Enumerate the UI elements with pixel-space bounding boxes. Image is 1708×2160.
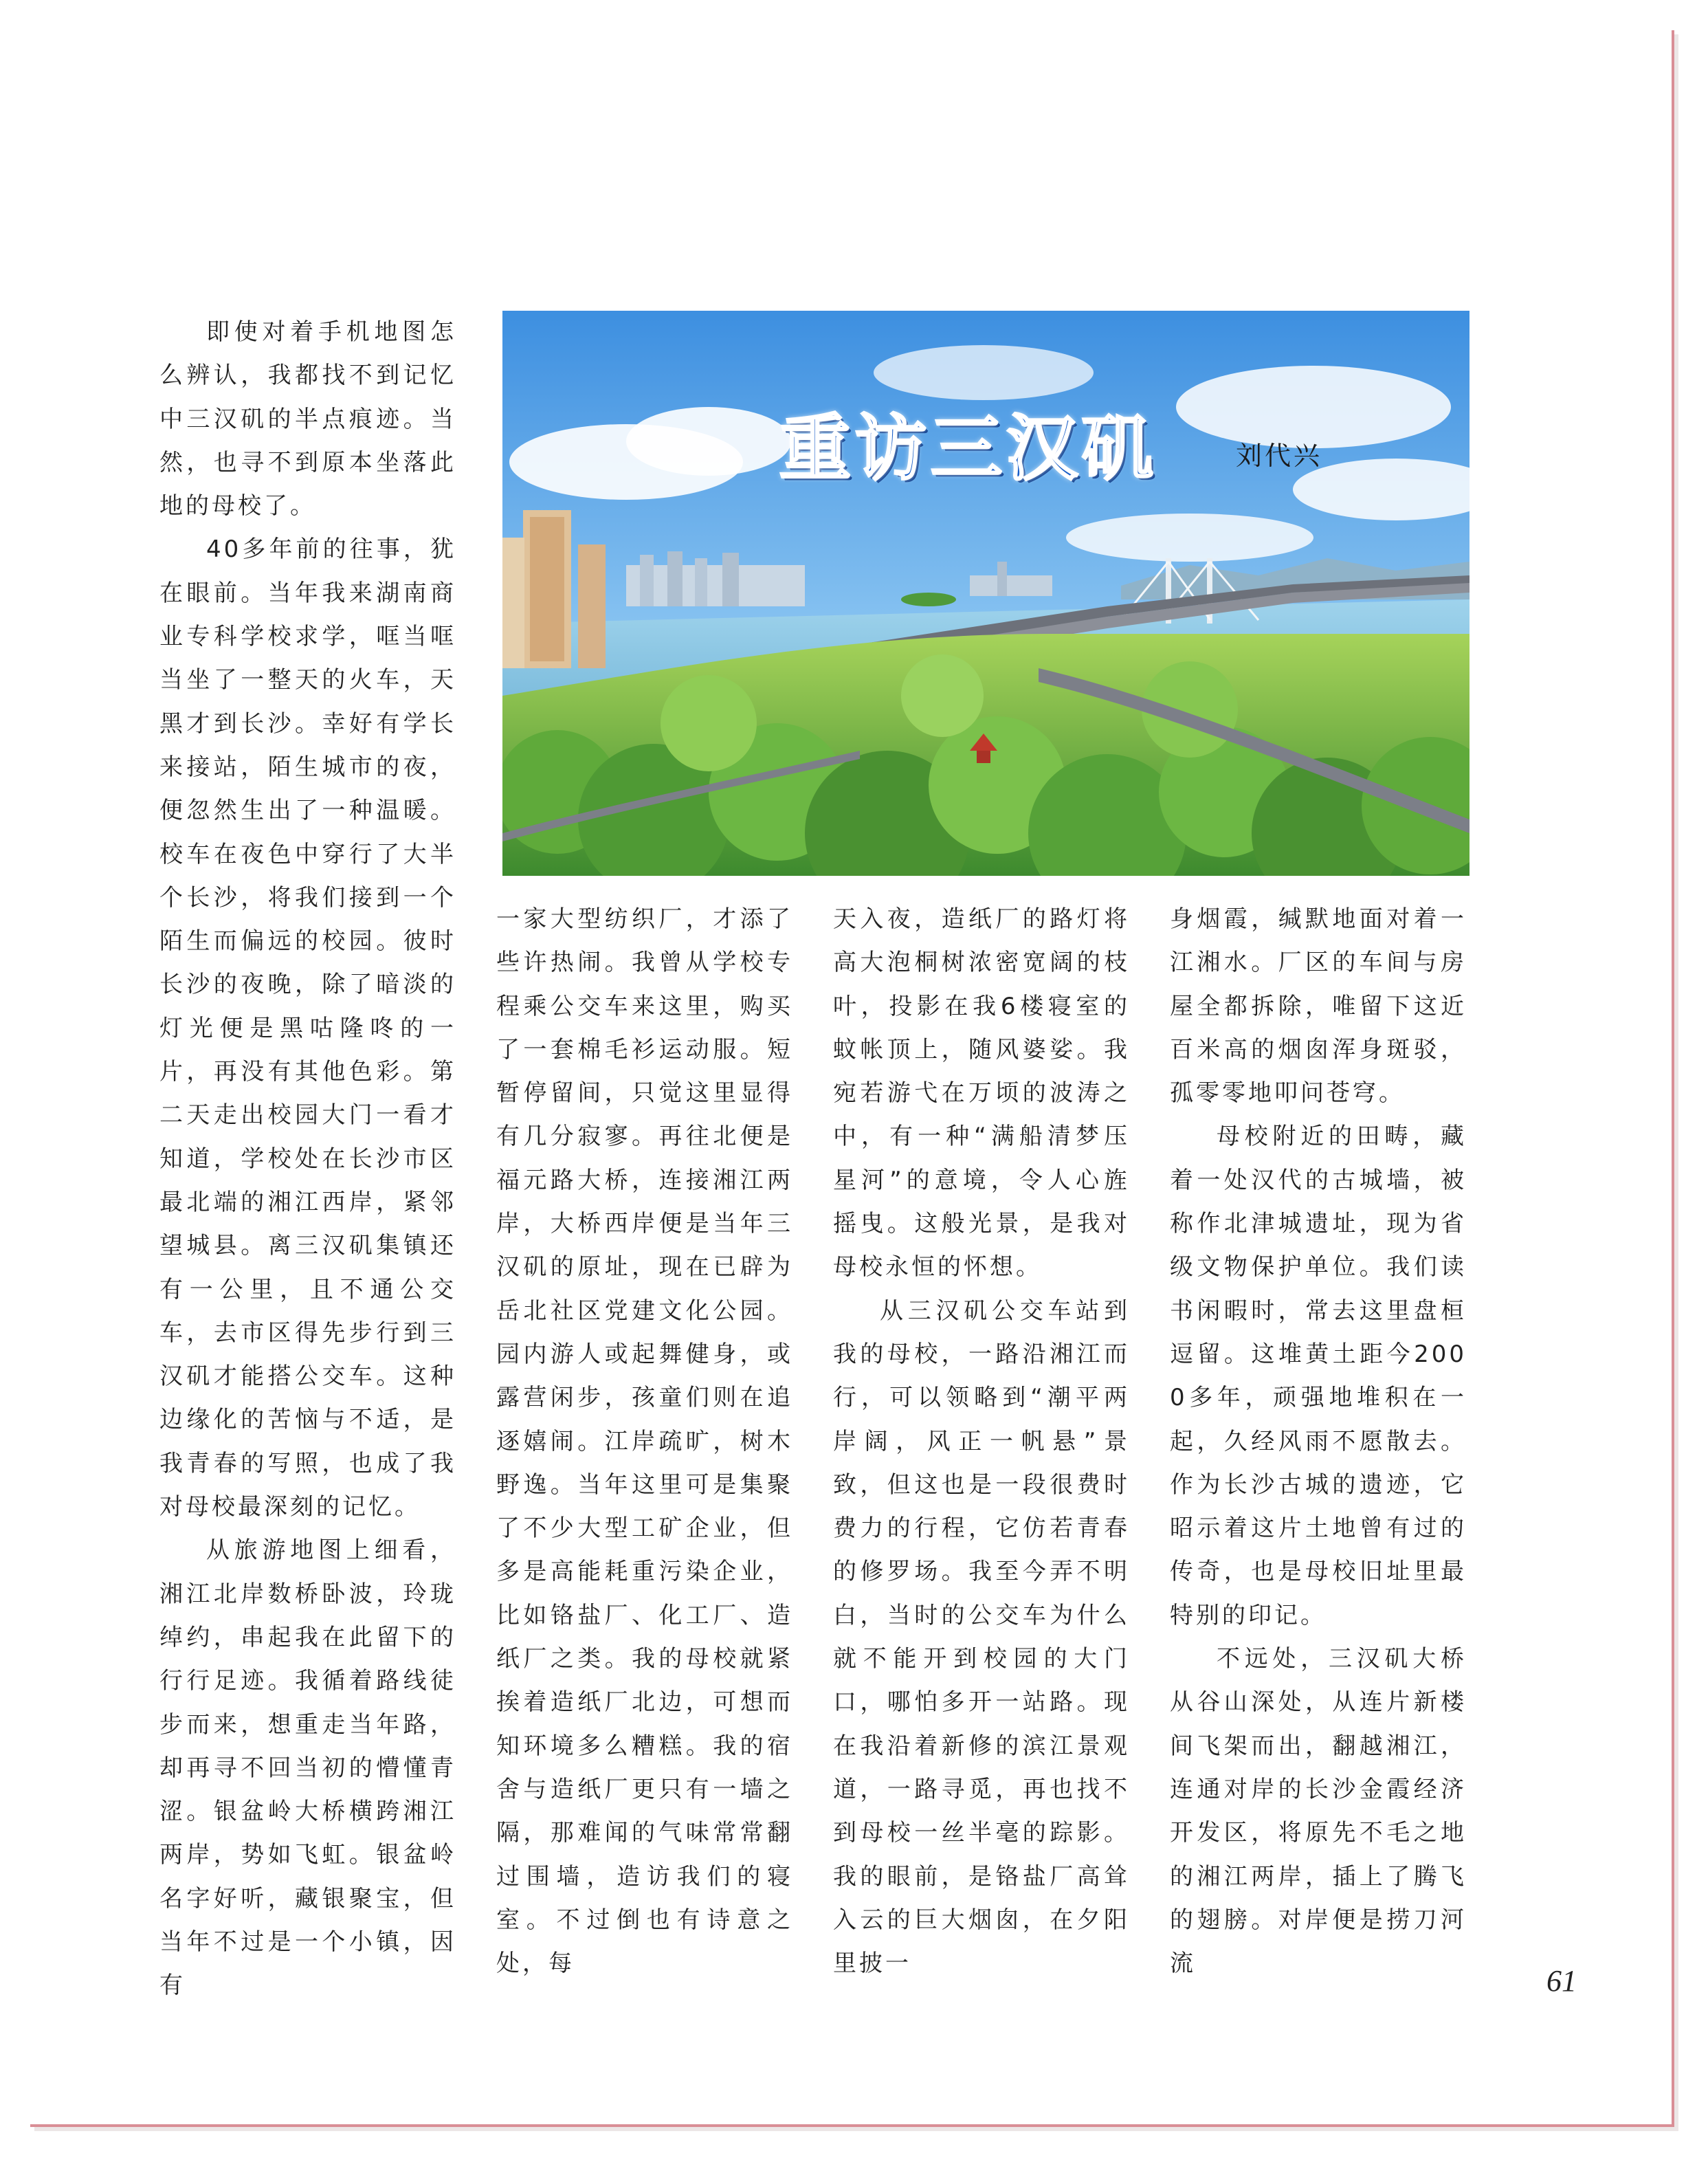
paragraph: 即使对着手机地图怎么辨认，我都找不到记忆中三汉矶的半点痕迹。当然，也寻不到原本坐落此地的母校了。 xyxy=(159,318,456,520)
paragraph: 一家大型纺织厂，才添了些许热闹。我曾从学校专程乘公交车来这里，购买了一套棉毛衫运动服。短暂停留间，只觉这里显得有几分寂寥。再往北便是福元路大桥，连接湘江两岸，大桥西岸便是当年三汉矶的原址，现在已辟为岳北社区党建文化公园。园内游人或起舞健身，或露营闲步，孩童们则在追逐嬉闹。江岸疏旷，树木野逸。当年这里可是集聚了不少大型工矿企业，但多是高能耗重污染企业，比如铬盐厂、化工厂、造纸厂之类。我的母校就紧挨着造纸厂北边，可想而知环境多么糟糕。我的宿舍与造纸厂更只有一墙之隔，那难闻的气味常常翻过围墙，造访我们的寝室。不过倒也有诗意之处，每 xyxy=(496,905,793,1978)
paragraph: 不远处，三汉矶大桥从谷山深处，从连片新楼间飞架而出，翻越湘江，连通对岸的长沙金霞经济开发区，将原先不毛之地的湘江两岸，插上了腾飞的翅膀。对岸便是捞刀河流 xyxy=(1170,1645,1467,1978)
text-column-1 xyxy=(159,311,456,2008)
article-author: 刘代兴 xyxy=(1236,441,1323,471)
article-title: 重访三汉矶 xyxy=(779,406,1158,490)
text-column-4 xyxy=(1170,898,1467,1985)
text-column-2 xyxy=(496,898,793,1985)
paragraph: 身烟霞，缄默地面对着一江湘水。厂区的车间与房屋全都拆除，唯留下这近百米高的烟囱浑身斑驳，孤零零地叩问苍穹。 xyxy=(1170,905,1467,1107)
paragraph: 天入夜，造纸厂的路灯将高大泡桐树浓密宽阔的枝叶，投影在我6楼寝室的蚊帐顶上，随风婆娑。我宛若游弋在万顷的波涛之中，有一种“满船清梦压星河”的意境，令人心旌摇曳。这般光景，是我对母校永恒的怀想。 xyxy=(833,905,1130,1281)
paragraph: 母校附近的田畴，藏着一处汉代的古城墙，被称作北津城遗址，现为省级文物保护单位。我们读书闲暇时，常去这里盘桓逗留。这堆黄土距今2000多年，顽强地堆积在一起，久经风雨不愿散去。作为长沙古城的遗迹，它昭示着这片土地曾有过的传奇，也是母校旧址里最特别的印记。 xyxy=(1170,1123,1467,1629)
paragraph: 从旅游地图上细看，湘江北岸数桥卧波，玲珑绰约，串起我在此留下的行行足迹。我循着路线徒步而来，想重走当年路，却再寻不回当初的懵懂青涩。银盆岭大桥横跨湘江两岸，势如飞虹。银盆岭名字好听，藏银聚宝，但当年不过是一个小镇，因有 xyxy=(159,1536,456,2000)
text-column-3 xyxy=(833,898,1130,1985)
paragraph: 从三汉矶公交车站到我的母校，一路沿湘江而行，可以领略到“潮平两岸阔，风正一帆悬”景致，但这也是一段很费时费力的行程，它仿若青春的修罗场。我至今弄不明白，当时的公交车为什么就不能开到校园的大门口，哪怕多开一站路。现在我沿着新修的滨江景观道，一路寻觅，再也找不到母校一丝半毫的踪影。我的眼前，是铬盐厂高耸入云的巨大烟囱，在夕阳里披一 xyxy=(833,1297,1130,1978)
paragraph: 40多年前的往事，犹在眼前。当年我来湖南商业专科学校求学，哐当哐当坐了一整天的火车，天黑才到长沙。幸好有学长来接站，陌生城市的夜，便忽然生出了一种温暖。校车在夜色中穿行了大半个长沙，将我们接到一个陌生而偏远的校园。彼时长沙的夜晚，除了暗淡的灯光便是黑咕隆咚的一片，再没有其他色彩。第二天走出校园大门一看才知道，学校处在长沙市区最北端的湘江西岸，紧邻望城县。离三汉矶集镇还有一公里，且不通公交车，去市区得先步行到三汉矶才能搭公交车。这种边缘化的苦恼与不适，是我青春的写照，也成了我对母校最深刻的记忆。 xyxy=(159,536,456,1521)
page-number: 61 xyxy=(1546,1964,1577,1998)
